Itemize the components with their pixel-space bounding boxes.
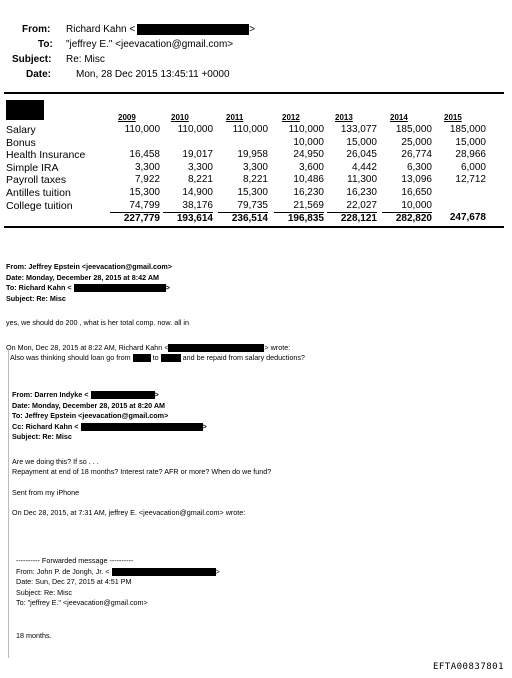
table-cell: 22,027 [346,199,377,211]
table-cell: 21,569 [293,199,324,211]
email2-date: Date: Monday, December 28, 2015 at 8:20 AM [12,400,165,410]
year-header: 2011 [226,113,244,122]
table-cell: 12,712 [455,174,486,186]
email1-to: To: Richard Kahn < > [6,283,170,292]
email1-quote-intro: On Mon, Dec 28, 2015 at 8:22 AM, Richard Kahn < > wrote: [6,342,291,352]
table-cell: 110,000 [177,124,213,135]
table-cell: 16,230 [346,187,377,198]
table-top-rule [4,92,504,94]
table-cell: 28,966 [455,149,486,161]
row-label: College tuition [6,199,73,212]
total-cell: 282,820 [382,212,432,224]
email2-line2: Repayment at end of 18 months? Interest rate? AFR or more? When do we fund? [12,467,272,476]
email2-sent: Sent from my iPhone [12,487,80,497]
table-cell: 11,300 [347,174,377,186]
forwarded-from: From: John P. de Jongh, Jr. < > [16,566,220,576]
redaction [74,284,166,292]
row-label: Antilles tuition [6,187,71,199]
table-cell: 7,922 [134,174,160,186]
row-label: Payroll taxes [6,174,67,187]
table-cell: 15,000 [346,136,377,148]
email2-subject: Subject: Re: Misc [12,432,72,441]
table-cell: 13,096 [401,174,432,186]
redaction [137,24,249,35]
table-cell: 10,000 [401,199,432,211]
forwarded-subject: Subject: Re: Misc [16,587,72,597]
email1-date: Date: Monday, December 28, 2015 at 8:42 AM [6,272,159,282]
email2-from: From: Darren Indyke < > [12,390,159,399]
email2-to: To: Jeffrey Epstein <jeevacation@gmail.com> [12,411,169,420]
table-cell: 26,045 [346,149,377,161]
table-cell: 15,300 [129,187,160,198]
table-cell: 26,774 [401,149,432,161]
table-cell: 10,000 [293,136,324,148]
table-cell: 19,958 [237,149,268,161]
table-cell: 8,221 [187,174,213,186]
total-cell: 228,121 [327,212,377,224]
email1-body: yes, we should do 200 , what is her total comp. now. all in [6,318,189,327]
row-label: Simple IRA [6,161,59,174]
total-cell: 247,678 [449,212,486,224]
table-cell: 25,000 [401,136,432,148]
table-cell: 110,000 [288,124,324,135]
table-cell: 3,600 [298,161,324,173]
redaction [81,423,203,431]
table-bottom-rule [4,226,504,228]
table-cell: 16,230 [293,187,324,198]
year-header: 2010 [171,113,189,122]
redaction [161,354,181,362]
total-cell: 227,779 [110,212,160,224]
table-cell: 38,176 [182,199,213,211]
redaction [91,391,155,399]
total-cell: 236,514 [218,212,268,224]
row-label: Bonus [6,136,36,149]
year-header: 2013 [335,113,353,122]
table-cell: 74,799 [129,199,160,211]
table-cell: 110,000 [232,124,268,135]
email2-cc: Cc: Richard Kahn < > [12,421,207,431]
year-header: 2014 [390,113,408,122]
table-cell: 110,000 [124,124,160,135]
table-cell: 133,077 [340,124,377,135]
email1-quote-body: Also was thinking should loan go from to and be repaid from salary deductions? [10,353,305,362]
table-cell: 24,950 [293,149,324,161]
email1-from: From: Jeffrey Epstein <jeevacation@gmail.com> [6,262,172,271]
forwarded-banner: ---------- Forwarded message ---------- [16,556,134,565]
table-cell: 10,486 [293,174,324,186]
table-cell: 6,000 [460,161,486,173]
year-header: 2012 [282,113,300,122]
year-header: 2009 [118,113,136,122]
row-label: Health Insurance [6,149,86,162]
header-to: To: "jeffrey E." <jeevacation@gmail.com> [38,39,234,50]
table-cell: 3,300 [187,161,213,173]
table-cell: 15,300 [237,187,268,198]
table-cell: 3,300 [242,161,268,173]
table-cell: 8,221 [242,174,268,186]
forwarded-body: 18 months. [16,630,52,640]
email2-line1: Are we doing this? If so . . . [12,456,99,466]
header-subject: Subject: Re: Misc [12,54,105,65]
table-cell: 185,000 [449,124,486,135]
table-cell: 16,650 [401,187,432,198]
table-cell: 79,735 [237,199,268,211]
forwarded-to: To: "jeffrey E." <jeevacation@gmail.com> [16,598,148,607]
table-cell: 14,900 [182,187,213,198]
year-header: 2015 [444,113,462,122]
page-id: EFTA00837801 [432,662,504,672]
email2-wrote: On Dec 28, 2015, at 7:31 AM, jeffrey E. <jeevacation@gmail.com> wrote: [12,508,246,517]
email1-subject: Subject: Re: Misc [6,293,66,303]
email-jeffrey [6,262,506,364]
table-cell: 6,300 [406,161,432,173]
table-cell: 4,442 [351,161,377,173]
redaction [6,100,44,120]
total-cell: 193,614 [163,212,213,224]
table-cell: 15,000 [455,136,486,148]
table-cell: 185,000 [395,124,432,135]
redaction [168,344,264,352]
email-header [12,22,502,82]
email-darren [12,390,502,519]
forwarded-message [16,556,496,641]
redaction [133,354,151,362]
header-date: Date: Mon, 28 Dec 2015 13:45:11 +0000 [26,69,230,80]
header-from: From: Richard Kahn < > [22,24,256,35]
forwarded-date: Date: Sun, Dec 27, 2015 at 4:51 PM [16,577,132,586]
quote-border [8,348,9,658]
redaction [112,568,216,576]
table-cell: 19,017 [182,149,213,161]
table-cell: 16,458 [129,149,160,161]
table-cell: 3,300 [134,161,160,173]
total-cell: 196,835 [274,212,324,224]
row-label: Salary [6,124,36,136]
